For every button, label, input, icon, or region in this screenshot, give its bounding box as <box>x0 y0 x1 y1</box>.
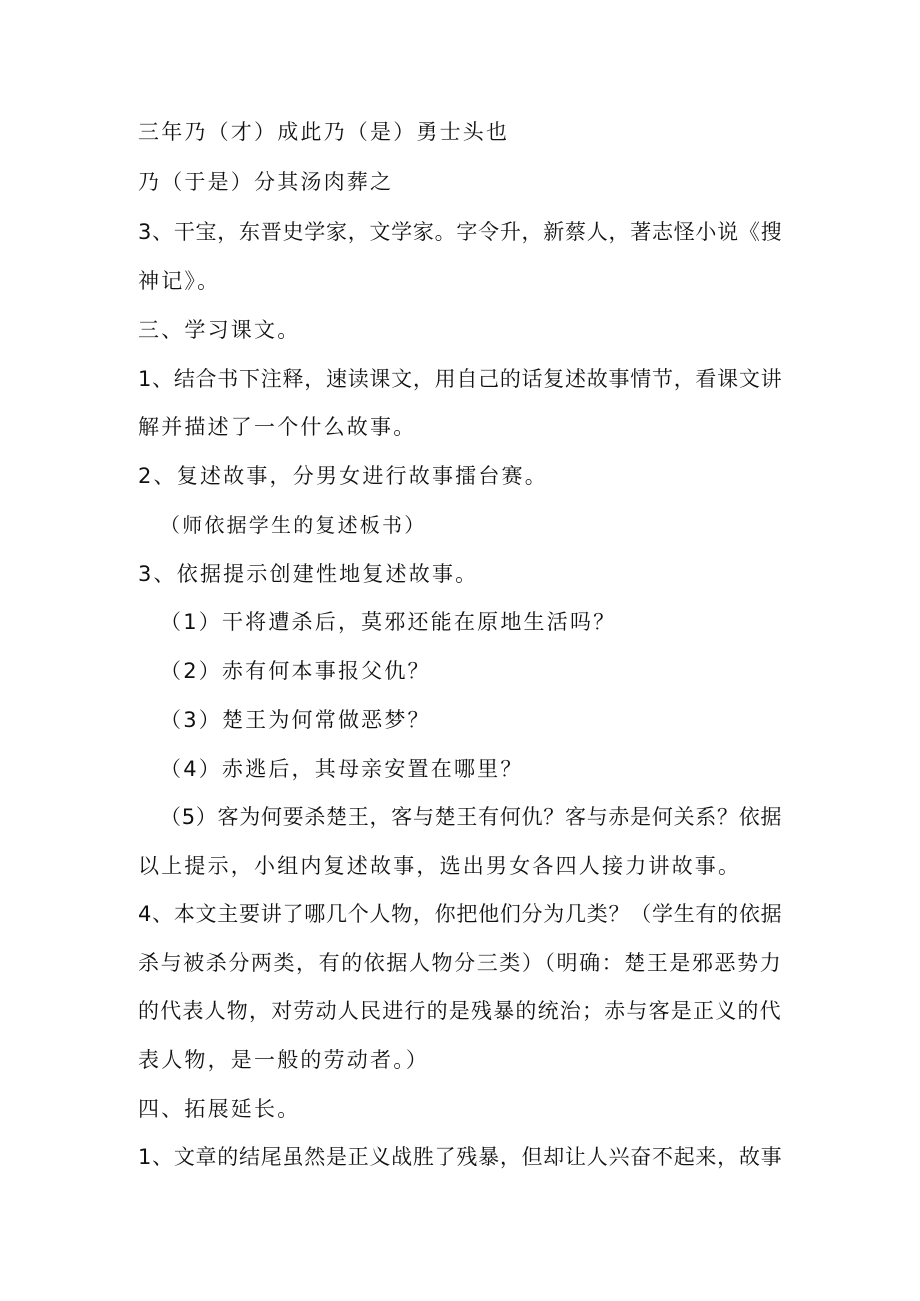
text-line: 神记》。 <box>138 269 221 293</box>
list-item: （2）赤有何本事报父仇？ <box>160 659 431 683</box>
text-line: 乃（于是）分其汤肉葬之 <box>138 170 394 194</box>
list-item: （1）干将遭杀后，莫邪还能在原地生活吗？ <box>160 610 617 634</box>
list-item: （3）楚王为何常做恶梦？ <box>160 708 431 732</box>
text-line: 1、文章的结尾虽然是正义战胜了残暴，但却让人兴奋不起来，故事 <box>138 1145 783 1169</box>
list-item: （4）赤逃后，其母亲安置在哪里？ <box>160 757 524 781</box>
text-line: 1、结合书下注释，速读课文，用自己的话复述故事情节，看课文讲 <box>138 367 783 391</box>
text-line: （师依据学生的复述板书） <box>160 513 427 537</box>
text-line: 杀与被杀分两类，有的依据人物分三类）（明确：楚王是邪恶势力 <box>138 951 783 975</box>
section-heading: 三、学习课文。 <box>138 318 301 342</box>
text-line: 2、复述故事，分男女进行故事擂台赛。 <box>138 464 548 488</box>
list-item: （5）客为何要杀楚王，客与楚王有何仇？客与赤是何关系？依据 <box>160 805 783 829</box>
text-line: 表人物，是一般的劳动者。） <box>138 1048 430 1072</box>
text-line: 3、依据提示创建性地复述故事。 <box>138 562 479 586</box>
text-line: 解并描述了一个什么故事。 <box>138 415 417 439</box>
text-line: 4、本文主要讲了哪几个人物，你把他们分为几类？（学生有的依据 <box>138 902 783 926</box>
text-line: 三年乃（才）成此乃（是）勇士头也 <box>138 120 510 144</box>
text-line: 3、干宝，东晋史学家，文学家。字令升，新蔡人，著志怪小说《搜 <box>138 220 783 244</box>
text-line: 的代表人物，对劳动人民进行的是残暴的统治；赤与客是正义的代 <box>138 999 782 1023</box>
text-line: 以上提示，小组内复述故事，选出男女各四人接力讲故事。 <box>138 854 742 878</box>
section-heading: 四、拓展延长。 <box>138 1097 301 1121</box>
